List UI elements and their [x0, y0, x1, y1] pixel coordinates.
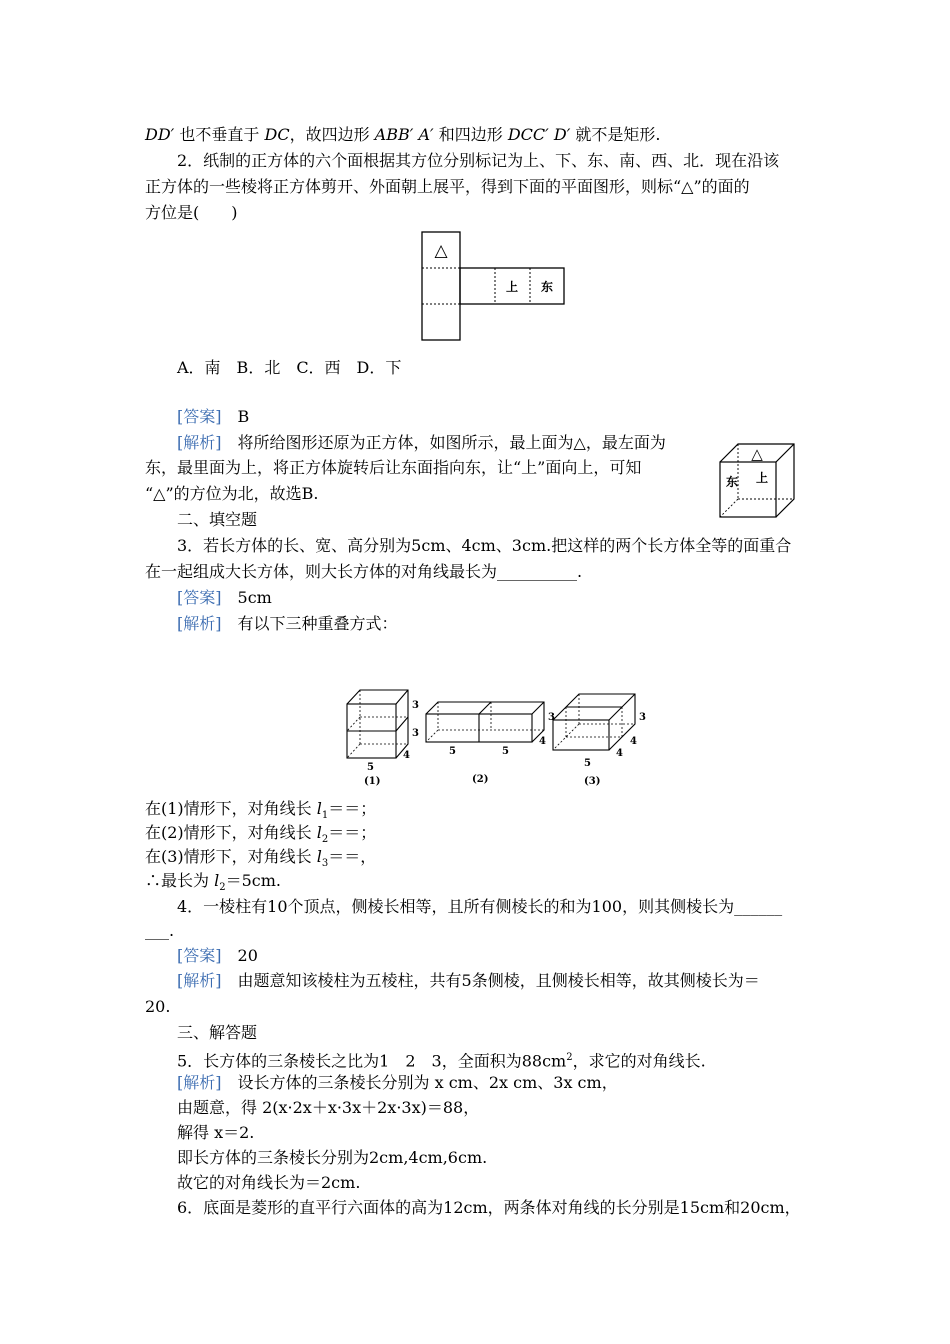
text: 5．长方体的三条棱长之比为1 2 3，全面积为88cm	[177, 1051, 567, 1071]
q5-step4: 故它的对角线长为＝2cm.	[177, 1173, 361, 1192]
q4-line1: 4．一棱柱有10个顶点，侧棱长相等，且所有侧棱长的和为100，则其侧棱长为______	[177, 897, 783, 916]
q3-answer	[177, 587, 272, 609]
q5-step1: 由题意，得 2(x·2x＋x·3x＋2x·3x)＝88，	[177, 1098, 480, 1117]
q2-exp-line2: 东，最里面为上，将正方体旋转后让东面指向东，让“上”面向上，可知	[145, 458, 642, 477]
subscript: 1	[321, 810, 329, 822]
q4-line2: ___.	[145, 921, 175, 940]
text: ，故四边形	[289, 125, 375, 144]
superscript: 2	[566, 1052, 573, 1063]
var-l: l	[316, 823, 322, 842]
q4-explanation	[177, 970, 760, 992]
var-l: l	[316, 799, 322, 818]
text: 设长方体的三条棱长分别为 x cm、2x cm、3x cm，	[237, 1073, 618, 1092]
q5-line1	[177, 1047, 706, 1072]
answer-value: B	[237, 407, 250, 426]
q2-line2: 正方体的一些棱将正方体剪开、外面朝上展平，得到下面的平面图形，则标“△”的面的	[145, 177, 750, 196]
text: 由题意知该棱柱为五棱柱，共有5条侧棱，且侧棱长相等，故其侧棱长为＝	[237, 971, 760, 990]
text: 在(2)情形下，对角线长	[145, 823, 317, 842]
q2-exp-line3: “△”的方位为北，故选B.	[145, 484, 319, 503]
explanation-tag: [解析]	[177, 614, 222, 633]
fig1-caption: (1)	[364, 776, 381, 787]
text: 也不垂直于	[174, 125, 265, 144]
explanation-tag: [解析]	[177, 433, 222, 452]
fig3-length: 5	[584, 758, 591, 769]
q5-step3: 即长方体的三条棱长分别为2cm,4cm,6cm.	[177, 1148, 488, 1167]
explanation-tag: [解析]	[177, 1073, 222, 1092]
subscript: 3	[321, 858, 329, 870]
answer-value: 5cm	[237, 588, 272, 607]
q2-line3: 方位是( )	[145, 203, 238, 222]
fig3-height: 3	[639, 712, 646, 723]
text: 有以下三种重叠方式：	[237, 614, 398, 633]
cube-label-dong: 东	[725, 475, 739, 489]
q6-line1: 6．底面是菱形的直平行六面体的高为12cm，两条体对角线的长分别是15cm和20cm，	[177, 1198, 801, 1217]
segment-dc: DC	[264, 125, 290, 144]
segment-dd: DD′	[145, 125, 175, 144]
var-l: l	[316, 847, 322, 866]
text: 就不是矩形.	[570, 125, 661, 144]
fig2-caption: (2)	[472, 774, 489, 785]
cube-net-figure	[418, 230, 568, 342]
text: ＝＝；	[328, 823, 377, 842]
fig2-length-left: 5	[449, 746, 456, 757]
text: ，求它的对角线长.	[572, 1051, 706, 1071]
answer-value: 20	[237, 946, 258, 965]
text: 在(1)情形下，对角线长	[145, 799, 317, 818]
fig1-height-bottom: 3	[412, 728, 419, 739]
explanation-tag: [解析]	[177, 971, 222, 990]
text: ∴最长为	[145, 871, 215, 890]
quad-abba: ABB′ A′	[374, 125, 434, 144]
section-answer-questions: 三、解答题	[177, 1023, 258, 1042]
q3-line2: 在一起组成大长方体，则大长方体的对角线最长为__________.	[145, 562, 583, 581]
subscript: 2	[321, 834, 329, 846]
fig2-height: 3	[548, 712, 555, 723]
var-l: l	[214, 871, 220, 890]
cube-triangle-label: △	[751, 445, 763, 463]
answer-tag: [答案]	[177, 588, 222, 607]
fig2-length-right: 5	[502, 746, 509, 757]
net-label-shang: 上	[505, 280, 519, 294]
text: 和四边形	[433, 125, 508, 144]
fig2-width: 4	[539, 736, 546, 747]
net-label-dong: 东	[540, 280, 554, 294]
subscript: 2	[219, 882, 226, 894]
fig1-height-top: 3	[412, 700, 419, 711]
answer-tag: [答案]	[177, 407, 222, 426]
triangle-label: △	[434, 241, 448, 261]
line-conclusion	[145, 124, 661, 146]
q5-step2: 解得 x＝2.	[177, 1123, 255, 1142]
fig3-caption: (3)	[584, 776, 601, 787]
q2-exp-line1	[177, 432, 666, 454]
fig3-width-a: 4	[630, 736, 637, 747]
text: ＝5cm.	[225, 871, 281, 890]
text: ＝＝，	[328, 847, 377, 866]
answer-tag: [答案]	[177, 946, 222, 965]
fig1-length: 5	[367, 762, 374, 773]
q5-explanation	[177, 1072, 618, 1094]
q2-options: A．南 B．北 C．西 D．下	[177, 358, 402, 377]
q3-line1: 3．若长方体的长、宽、高分别为5cm、4cm、3cm.把这样的两个长方体全等的面重合	[177, 536, 792, 555]
q4-exp-line2: 20.	[145, 997, 171, 1016]
cube-label-shang: 上	[755, 471, 769, 485]
q3-explanation	[177, 613, 398, 635]
text: 在(3)情形下，对角线长	[145, 847, 317, 866]
q2-line1: 2．纸制的正方体的六个面根据其方位分别标记为上、下、东、南、西、北．现在沿该	[177, 151, 780, 170]
q2-answer	[177, 406, 249, 428]
fig1-width: 4	[403, 750, 410, 761]
text: 将所给图形还原为正方体，如图所示，最上面为△，最左面为	[237, 433, 666, 452]
cube-figure	[716, 440, 800, 520]
fig3-width-b: 4	[616, 748, 623, 759]
section-fill-in: 二、填空题	[177, 510, 258, 529]
text: ＝＝；	[328, 799, 377, 818]
stacking-figures	[340, 686, 660, 790]
q3-conclusion	[145, 870, 281, 899]
quad-dccd: DCC′ D′	[507, 125, 571, 144]
q4-answer	[177, 945, 258, 967]
